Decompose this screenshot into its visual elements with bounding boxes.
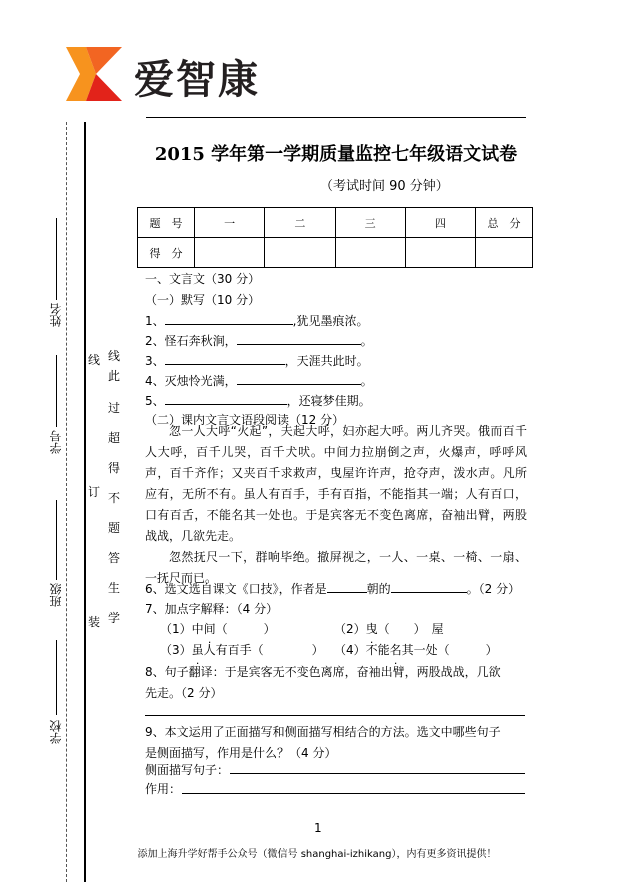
part-heading: （一）默写（10 分） [145, 293, 261, 307]
answer-blank[interactable] [237, 372, 361, 385]
name-fill-line [56, 218, 57, 300]
school-label: 学校 [49, 720, 63, 744]
cut-line [66, 122, 67, 882]
fill-item: 5、 ，还寝梦佳期。 [145, 394, 371, 408]
table-cell: 总 分 [476, 208, 533, 238]
fill-item: 2、怪石奔秋涧， 。 [145, 334, 373, 348]
score-input-cell[interactable] [265, 238, 335, 268]
page-title: 2015 学年第一学期质量监控七年级语文试卷 [154, 144, 518, 165]
exam-duration: （考试时间 90 分钟） [320, 179, 449, 194]
effect-label: 作用： [145, 782, 182, 796]
binding-warning-text: 线 此 过 超 得 不 题 答 生 学 [108, 349, 121, 625]
question-8-line-1: 8、句子翻译：于是宾客无不变色离席，奋袖出臂，两股战战，几欲 [145, 665, 501, 679]
question-7-heading: 7、加点字解释：（4 分） [145, 602, 279, 616]
fill-item: 3、 ，天涯共此时。 [145, 354, 369, 368]
score-input-cell[interactable] [405, 238, 475, 268]
answer-blank[interactable] [165, 312, 293, 325]
outer-binding-char: 线 [88, 353, 101, 367]
answer-blank[interactable] [237, 332, 361, 345]
reading-passage: 忽一人大呼“火起”，夫起大呼，妇亦起大呼。两儿齐哭。俄而百千人大呼，百千儿哭，百千犬吠。中间力拉崩倒之声，火爆声，呼呼风声，百千齐作；又夹百千求救声，曳屋许许声，抢夺声，泼水声。凡所应有，无所不有。虽人有百手，手有百指，不能指其一端；人有百口，口有百舌，不能名其一处也。于是宾客无不变色离席，奋袖出臂，两股战战，几欲先走。 忽然抚尺一下，群响毕绝。撤屏视之，一人、一桌、一椅、一扇、一抚尺而已。 [145, 424, 527, 585]
question-6: 6、选文选自课文《口技》，作者是 朝的 。（2 分） [145, 582, 521, 596]
outer-binding-char: 装 [88, 615, 101, 629]
score-input-cell[interactable] [476, 238, 533, 268]
answer-blank[interactable] [327, 580, 367, 593]
question-9-line-2: 是侧面描写，作用是什么？（4 分） [145, 746, 337, 760]
name-label: 姓名 [49, 303, 63, 327]
class-fill-line [56, 500, 57, 580]
side-description-label: 侧面描写句子： [145, 763, 230, 777]
school-fill-line [56, 640, 57, 715]
answer-line[interactable] [145, 715, 525, 716]
page-number: 1 [314, 821, 322, 835]
binding-line [84, 122, 86, 882]
answer-blank[interactable] [165, 352, 285, 365]
score-input-cell[interactable] [335, 238, 405, 268]
table-cell: 题 号 [138, 208, 195, 238]
brand-name: 爱智康 [134, 57, 260, 103]
table-cell: 四 [405, 208, 475, 238]
table-row [138, 238, 533, 268]
header-rule [146, 117, 526, 118]
outer-binding-char: 订 [88, 485, 101, 499]
answer-blank[interactable] [391, 580, 467, 593]
question-7-item: （1）中间（ ） [160, 622, 276, 636]
question-9-line-1: 9、本文运用了正面描写和侧面描写相结合的方法。选文中哪些句子 [145, 725, 501, 739]
score-table [137, 207, 533, 268]
class-label: 班级 [49, 583, 63, 607]
score-input-cell[interactable] [195, 238, 265, 268]
id-label: 学号 [49, 430, 63, 454]
table-cell: 三 [335, 208, 405, 238]
id-fill-line [56, 355, 57, 427]
section-heading: 一、文言文（30 分） [145, 272, 261, 286]
question-7-item: （4）不能名其一处（ ） [334, 643, 498, 657]
table-cell: 得 分 [138, 238, 195, 268]
fill-item: 1、 ,犹见墨痕浓。 [145, 314, 369, 328]
answer-line[interactable] [182, 793, 525, 794]
table-cell: 一 [195, 208, 265, 238]
question-8-line-2: 先走。（2 分） [145, 686, 223, 700]
table-cell: 二 [265, 208, 335, 238]
footer-note: 添加上海升学好帮手公众号（微信号 shanghai-izhikang），内有更多资讯提供！ [137, 849, 497, 860]
brand-logo-icon [66, 47, 122, 101]
part-heading: （二）课内文言文语段阅读（12 分） [145, 413, 345, 427]
table-row [138, 208, 533, 238]
answer-line[interactable] [230, 773, 525, 774]
question-7-item: （3）虽人有百手（ ） [160, 643, 324, 657]
answer-blank[interactable] [165, 392, 287, 405]
fill-item: 4、灭烛怜光满， 。 [145, 374, 373, 388]
question-7-item: （2）曳（ ） 屋 [334, 622, 444, 636]
